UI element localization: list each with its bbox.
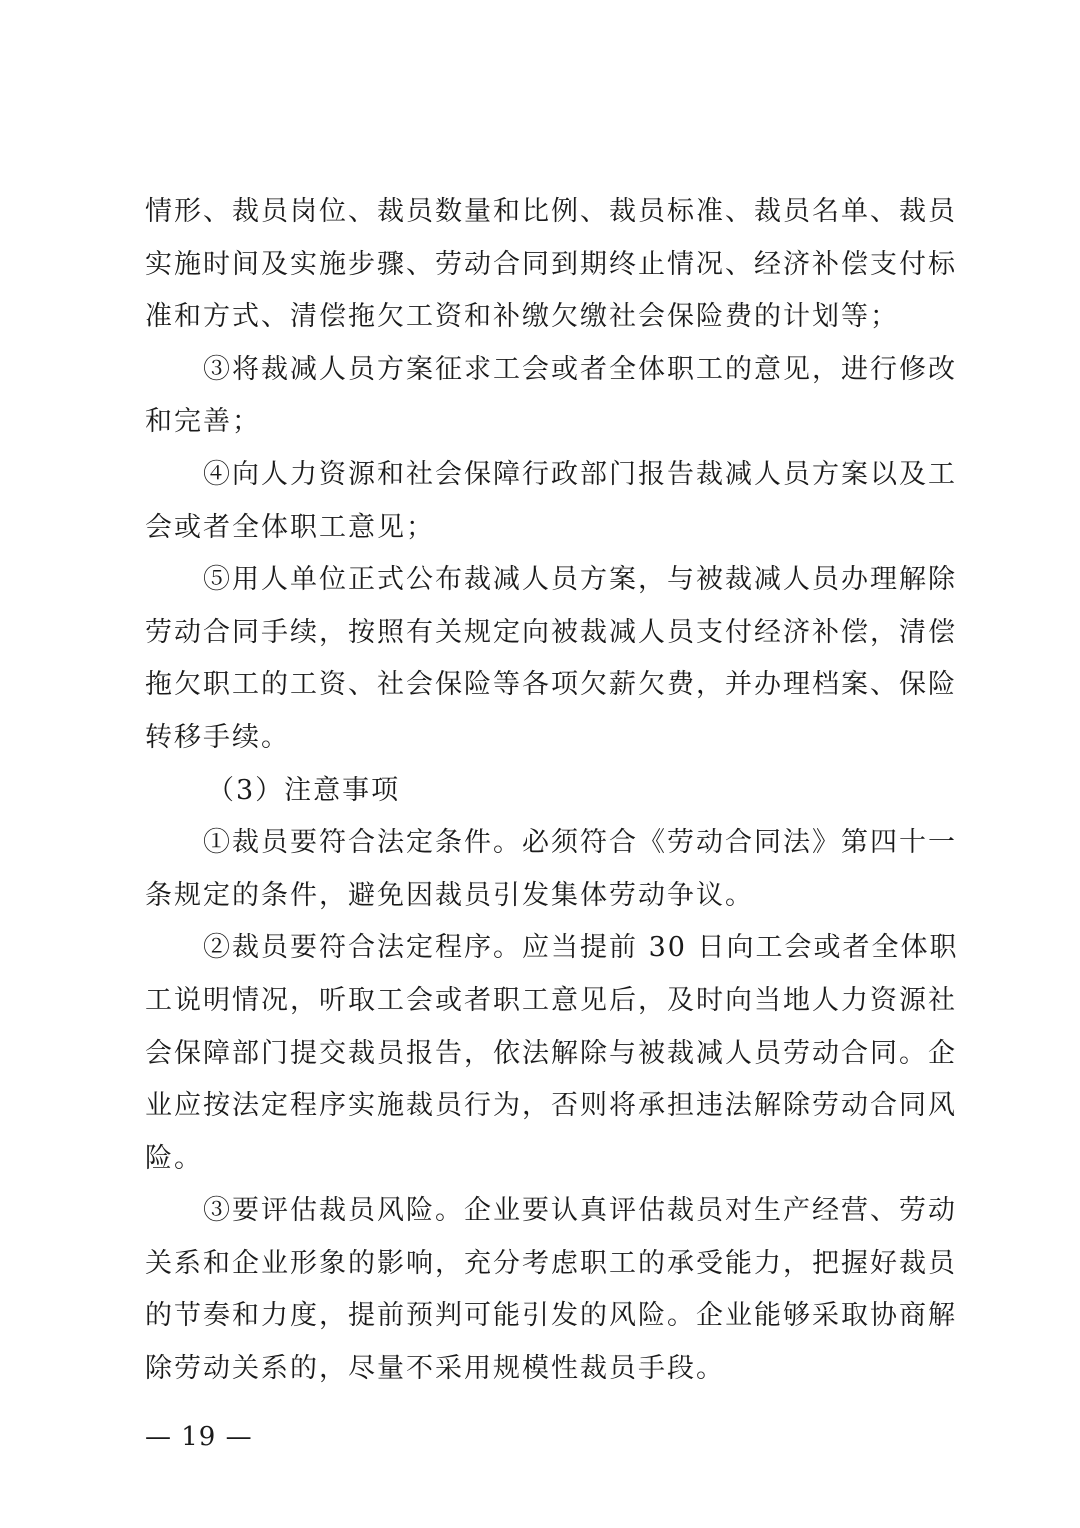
body-text <box>145 186 959 1396</box>
text-line: 会保障部门提交裁员报告，依法解除与被裁减人员劳动合同。企 <box>145 1037 957 1069</box>
text-line: 拖欠职工的工资、社会保险等各项欠薪欠费，并办理档案、保险 <box>145 669 957 701</box>
text-line: ④向人力资源和社会保障行政部门报告裁减人员方案以及工 <box>203 458 957 490</box>
text-line: 条规定的条件，避免因裁员引发集体劳动争议。 <box>145 879 754 911</box>
text-line: 险。 <box>145 1142 203 1174</box>
text-line: 劳动合同手续，按照有关规定向被裁减人员支付经济补偿，清偿 <box>145 616 957 648</box>
text-line: 的节奏和力度，提前预判可能引发的风险。企业能够采取协商解 <box>145 1300 957 1332</box>
text-line: 准和方式、清偿拖欠工资和补缴欠缴社会保险费的计划等； <box>145 301 899 333</box>
text-line: 除劳动关系的，尽量不采用规模性裁员手段。 <box>145 1353 725 1385</box>
page-number: — 19 — <box>145 1422 253 1452</box>
text-line: 和完善； <box>145 406 261 438</box>
text-line: ①裁员要符合法定条件。必须符合《劳动合同法》第四十一 <box>203 827 957 859</box>
text-line: ③要评估裁员风险。企业要认真评估裁员对生产经营、劳动 <box>203 1195 957 1227</box>
text-line: 会或者全体职工意见； <box>145 511 435 543</box>
section-heading: （3）注意事项 <box>207 774 401 806</box>
text-line: 关系和企业形象的影响，充分考虑职工的承受能力，把握好裁员 <box>145 1247 957 1279</box>
text-line: ⑤用人单位正式公布裁减人员方案，与被裁减人员办理解除 <box>203 564 957 596</box>
text-line: 业应按法定程序实施裁员行为，否则将承担违法解除劳动合同风 <box>145 1090 957 1122</box>
text-line: 情形、裁员岗位、裁员数量和比例、裁员标准、裁员名单、裁员 <box>145 196 957 227</box>
text-line: 转移手续。 <box>145 721 290 753</box>
text-line: 工说明情况，听取工会或者职工意见后，及时向当地人力资源社 <box>145 984 957 1016</box>
text-line: ②裁员要符合法定程序。应当提前 30 日向工会或者全体职 <box>203 932 959 964</box>
text-line: ③将裁减人员方案征求工会或者全体职工的意见，进行修改 <box>203 353 957 385</box>
text-line: 实施时间及实施步骤、劳动合同到期终止情况、经济补偿支付标 <box>145 248 957 280</box>
